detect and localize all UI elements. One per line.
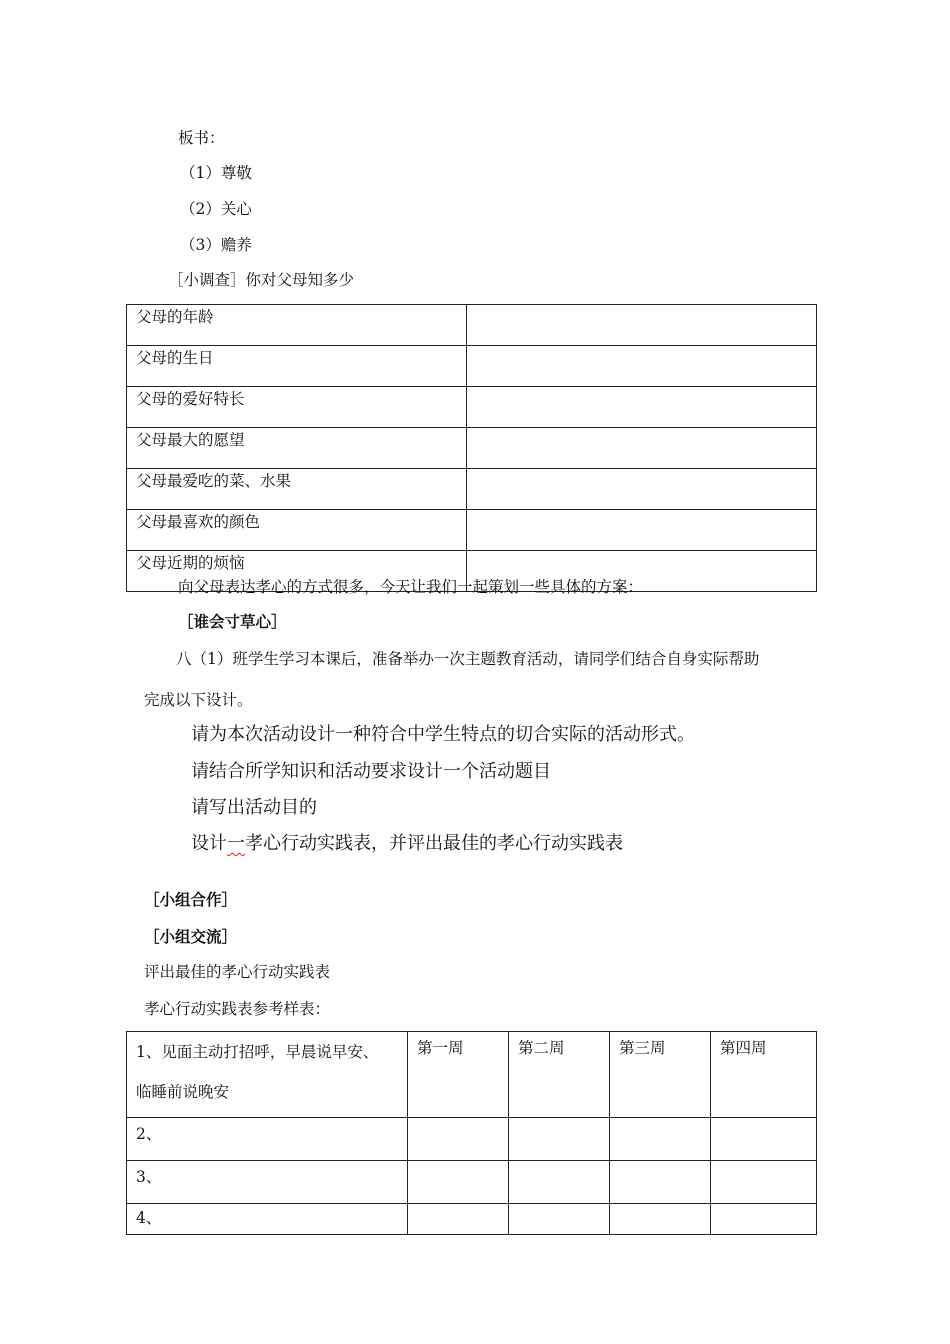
task-item: 请为本次活动设计一种符合中学生特点的切合实际的活动形式。 [191, 724, 695, 745]
week-header: 第一周 [408, 1032, 509, 1118]
intro-text: 向父母表达孝心的方式很多，今天让我们一起策划一些具体的方案： [178, 578, 644, 596]
survey-answer-cell[interactable] [467, 346, 817, 387]
week-cell[interactable] [408, 1161, 509, 1204]
week-cell[interactable] [610, 1118, 711, 1161]
practice-item: 3、 [127, 1161, 408, 1204]
section-heading: ［小组合作］ [144, 890, 238, 909]
task-item: 请结合所学知识和活动要求设计一个活动题目 [191, 761, 551, 782]
week-cell[interactable] [509, 1118, 610, 1161]
table-caption: 孝心行动实践表参考样表： [144, 1000, 331, 1018]
week-cell[interactable] [711, 1204, 817, 1235]
survey-item: 父母的生日 [127, 346, 467, 387]
survey-answer-cell[interactable] [467, 305, 817, 346]
table-row [127, 346, 817, 387]
practice-item-line: 1、见面主动打招呼，早晨说早安、 [136, 1043, 379, 1061]
week-cell[interactable] [610, 1204, 711, 1235]
week-header: 第三周 [610, 1032, 711, 1118]
week-cell[interactable] [711, 1118, 817, 1161]
table-row [127, 1204, 817, 1235]
table-row [127, 428, 817, 469]
week-cell[interactable] [509, 1161, 610, 1204]
survey-item: 父母的年龄 [127, 305, 467, 346]
week-cell[interactable] [408, 1204, 509, 1235]
survey-item: 父母最大的愿望 [127, 428, 467, 469]
survey-answer-cell[interactable] [467, 428, 817, 469]
table-row [127, 387, 817, 428]
table-row [127, 469, 817, 510]
task-text: 孝心行动实践表，并评出最佳的孝心行动实践表 [245, 833, 623, 854]
practice-item: 2、 [127, 1118, 408, 1161]
section-heading: ［小组交流］ [144, 927, 238, 946]
practice-item-line: 临睡前说晚安 [136, 1083, 230, 1101]
table-row [127, 510, 817, 551]
week-cell[interactable] [408, 1118, 509, 1161]
survey-answer-cell[interactable] [467, 469, 817, 510]
week-cell[interactable] [711, 1161, 817, 1204]
paragraph-line: 完成以下设计。 [144, 691, 253, 709]
week-header: 第二周 [509, 1032, 610, 1118]
survey-item: 父母最爱吃的菜、水果 [127, 469, 467, 510]
week-header: 第四周 [711, 1032, 817, 1118]
survey-item: 父母最喜欢的颜色 [127, 510, 467, 551]
practice-table [126, 1031, 817, 1235]
table-row [127, 1161, 817, 1204]
survey-table [126, 304, 817, 592]
board-item: （3）赡养 [180, 236, 252, 254]
body-text: 评出最佳的孝心行动实践表 [144, 963, 331, 981]
practice-item [127, 1032, 408, 1118]
section-heading: ［谁会寸草心］ [178, 612, 287, 631]
task-text: 设计 [191, 833, 227, 854]
spelling-mark: 一 [227, 833, 245, 854]
survey-item: 父母近期的烦恼 [127, 551, 467, 592]
survey-heading: ［小调查］你对父母知多少 [168, 271, 355, 289]
paragraph-line: 八（1）班学生学习本课后，准备举办一次主题教育活动，请同学们结合自身实际帮助 [176, 650, 760, 668]
survey-answer-cell[interactable] [467, 510, 817, 551]
task-item: 请写出活动目的 [191, 797, 317, 818]
board-title: 板书： [178, 129, 225, 147]
board-item: （2）关心 [180, 200, 252, 218]
week-cell[interactable] [509, 1204, 610, 1235]
board-item: （1）尊敬 [180, 164, 252, 182]
survey-item: 父母的爱好特长 [127, 387, 467, 428]
table-row [127, 1032, 817, 1118]
table-row [127, 1118, 817, 1161]
table-row [127, 305, 817, 346]
task-item [191, 832, 623, 856]
week-cell[interactable] [610, 1161, 711, 1204]
survey-answer-cell[interactable] [467, 387, 817, 428]
practice-item: 4、 [127, 1204, 408, 1235]
